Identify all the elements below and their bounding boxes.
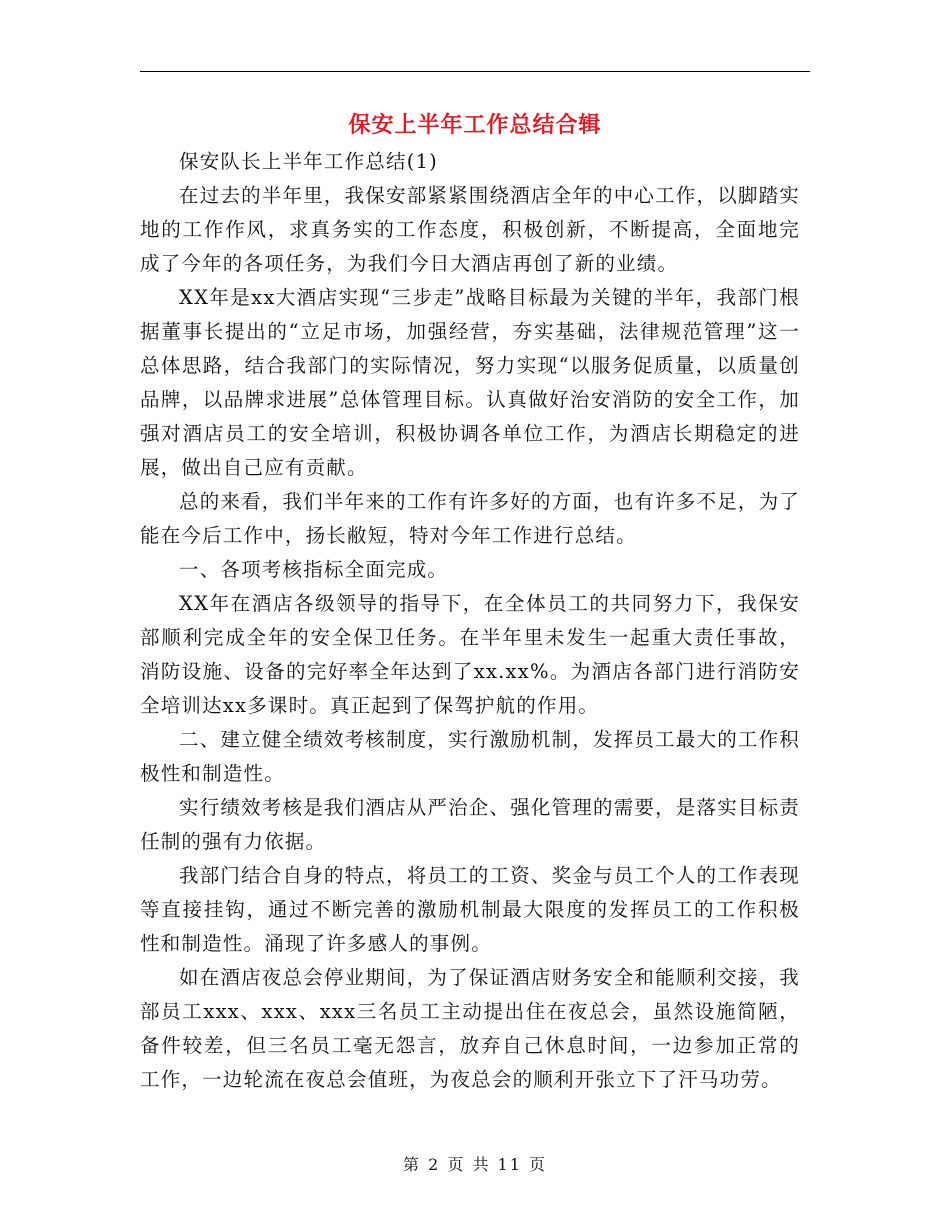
paragraph: 实行绩效考核是我们酒店从严治企、强化管理的需要，是落实目标责任制的强有力依据。 — [140, 796, 801, 853]
paragraph-heading: 一、各项考核指标全面完成。 — [179, 558, 449, 581]
paragraph: XX年在酒店各级领导的指导下，在全体员工的共同努力下，我保安部顺利完成全年的安全保卫任务。在半年里未发生一起重大责任事故，消防设施、设备的完好率全年达到了xx.xx%。为酒店各部门进行消防安全培训达xx多课时。真正起到了保驾护航的作用。 — [140, 592, 800, 717]
paragraph-heading: 二、建立健全绩效考核制度，实行激励机制，发挥员工最大的工作积极性和制造性。 — [140, 728, 801, 785]
header-rule — [140, 71, 810, 72]
document-body — [140, 145, 800, 1097]
paragraph: 总的来看，我们半年来的工作有许多好的方面，也有许多不足，为了能在今后工作中，扬长敝短，特对今年工作进行总结。 — [140, 490, 801, 547]
document-title: 保安上半年工作总结合辑 — [348, 113, 602, 138]
paragraph: 我部门结合自身的特点，将员工的工资、奖金与员工个人的工作表现等直接挂钩，通过不断完善的激励机制最大限度的发挥员工的工作积极性和制造性。涌现了许多感人的事例。 — [140, 864, 801, 955]
paragraph-section-heading: 保安队长上半年工作总结(1) — [179, 150, 438, 173]
page-number-footer: 第 2 页 共 11 页 — [403, 1155, 547, 1174]
paragraph: XX年是xx大酒店实现“三步走”战略目标最为关键的半年，我部门根据董事长提出的“立足市场，加强经营，夯实基础，法律规范管理”这一总体思路，结合我部门的实际情况，努力实现“以服务促质量，以质量创品牌，以品牌求进展”总体管理目标。认真做好治安消防的安全工作，加强对酒店员工的安全培训，积极协调各单位工作，为酒店长期稳定的进展，做出自己应有贡献。 — [140, 286, 800, 479]
paragraph: 在过去的半年里，我保安部紧紧围绕酒店全年的中心工作，以脚踏实地的工作作风，求真务实的工作态度，积极创新，不断提高，全面地完成了今年的各项任务，为我们今日大酒店再创了新的业绩。 — [140, 184, 801, 275]
paragraph: 如在酒店夜总会停业期间，为了保证酒店财务安全和能顺利交接，我部员工xxx、xxx、xxx三名员工主动提出住在夜总会，虽然设施简陋，备件较差，但三名员工毫无怨言，放弃自己休息时间，一边参加正常的工作，一边轮流在夜总会值班，为夜总会的顺利开张立下了汗马功劳。 — [140, 966, 801, 1091]
